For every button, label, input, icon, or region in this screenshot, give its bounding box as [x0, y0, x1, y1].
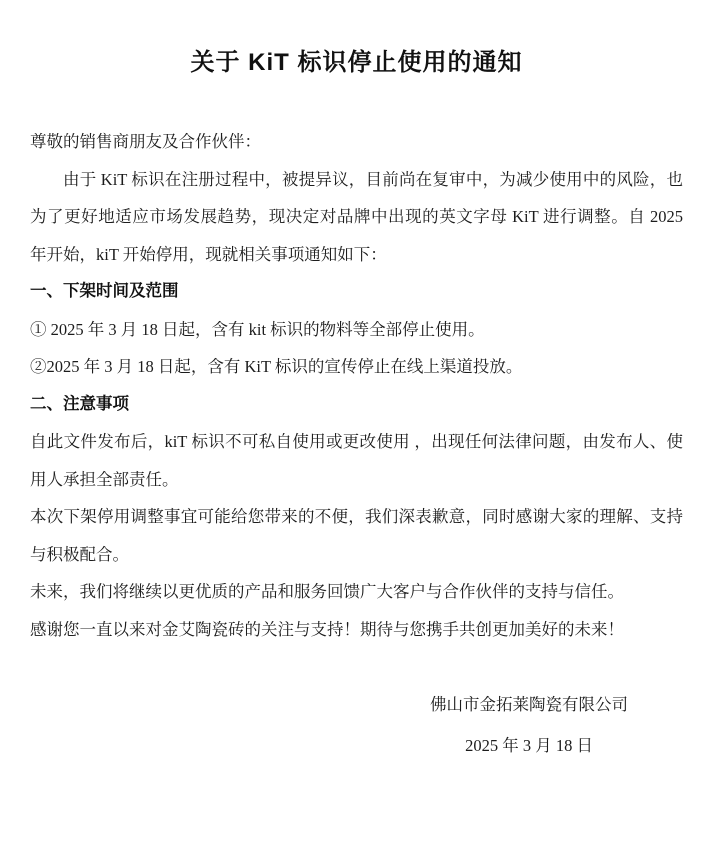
- section2-paragraph-future: 未来，我们将继续以更优质的产品和服务回馈广大客户与合作伙伴的支持与信任。: [30, 582, 624, 601]
- section1-item-1: ① 2025 年 3 月 18 日起，含有 kit 标识的物料等全部停止使用。: [30, 319, 485, 339]
- section2-paragraph-thanks: 感谢您一直以来对金艾陶瓷砖的关注与支持！期待与您携手共创更加美好的未来！: [30, 619, 624, 639]
- section2-paragraph-liability: 自此文件发布后，kiT 标识不可私自使用或更改使用 ，出现任何法律问题，由发布人、使用人承担全部责任。: [30, 432, 683, 489]
- section1-heading: 一、下架时间及范围: [30, 282, 179, 300]
- intro-paragraph: 由于 KiT 标识在注册过程中，被提异议，目前尚在复审中，为减少使用中的风险，也为了更好地适应市场发展趋势，现决定对品牌中出现的英文字母 KiT 进行调整。自 2025 年开始，kiT 开始停用，现就相关事项通知如下：: [30, 169, 683, 264]
- signature-block: [430, 684, 628, 766]
- section1-item-2: ②2025 年 3 月 18 日起，含有 KiT 标识的宣传停止在线上渠道投放。: [30, 357, 523, 376]
- signature-company: 佛山市金拓莱陶瓷有限公司: [430, 695, 628, 714]
- section2-heading: 二、注意事项: [30, 394, 129, 413]
- notice-document-page: [0, 42, 713, 868]
- signature-date: 2025 年 3 月 18 日: [465, 736, 593, 755]
- section2-paragraph-apology: 本次下架停用调整事宜可能给您带来的不便，我们深表歉意，同时感谢大家的理解、支持与积极配合。: [30, 507, 683, 564]
- notice-body: [30, 123, 683, 766]
- greeting: 尊敬的销售商朋友及合作伙伴：: [30, 132, 261, 151]
- notice-title: 关于 KiT 标识停止使用的通知: [190, 49, 523, 76]
